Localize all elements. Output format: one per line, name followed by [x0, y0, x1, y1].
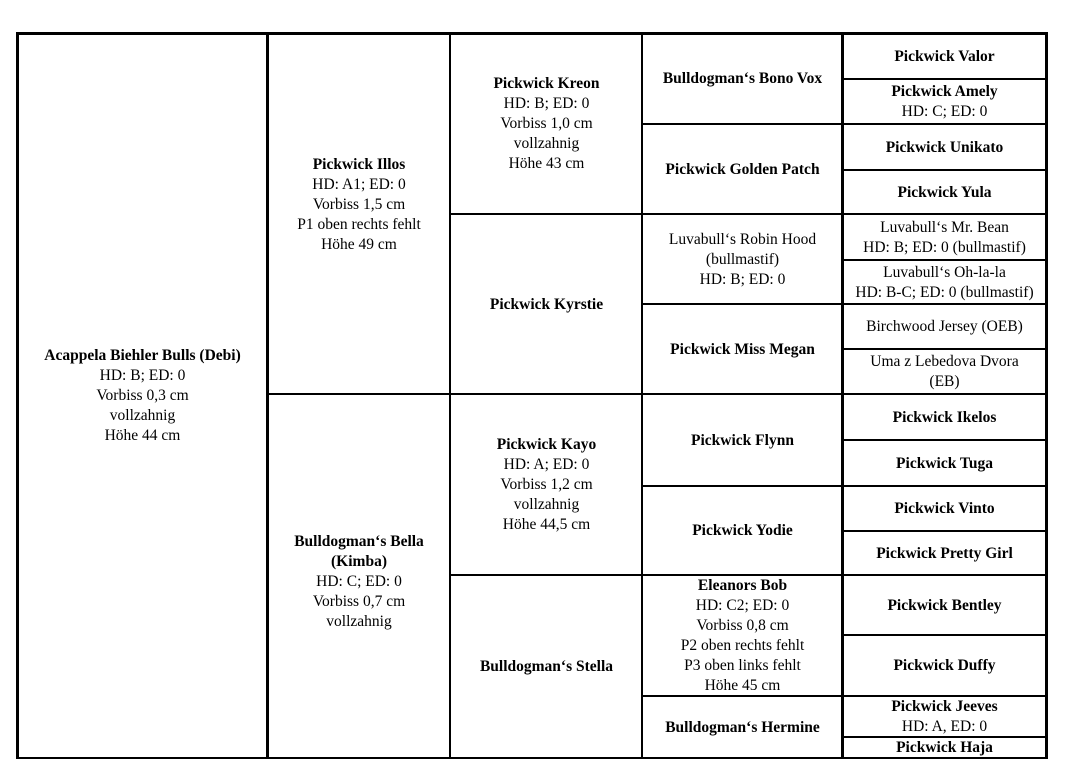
- sire-detail: HD: A1; ED: 0: [312, 176, 406, 193]
- row-divider: [841, 736, 1048, 738]
- column-divider: [641, 32, 643, 759]
- grandparent-name: Pickwick Kyrstie: [489, 295, 604, 313]
- sire-detail: P1 oben rechts fehlt: [297, 216, 421, 233]
- dog-detail: HD: B; ED: 0: [99, 367, 186, 384]
- gg-grandparent-detail: HD: B; ED: 0 (bullmastif): [863, 238, 1026, 256]
- row-divider: [449, 213, 1048, 215]
- great-grandparent-detail: P2 oben rechts fehlt: [680, 637, 805, 654]
- gg-grandparent-detail: HD: B-C; ED: 0 (bullmastif): [855, 283, 1034, 301]
- gg-grandparent-name: Pickwick Valor: [894, 47, 995, 65]
- gg-grandparent-cell: [843, 80, 1046, 124]
- dam-name: Bulldogman‘s Bella (Kimba): [294, 532, 424, 570]
- sire-cell: [268, 34, 450, 394]
- row-divider: [641, 485, 1048, 487]
- gg-grandparent-cell: [843, 487, 1046, 531]
- dam-detail: HD: C; ED: 0: [316, 572, 402, 590]
- row-divider: [449, 574, 1048, 576]
- gg-grandparent-name: Pickwick Pretty Girl: [876, 544, 1013, 562]
- table-border-right: [1045, 32, 1048, 759]
- grandparent-name: Bulldogman‘s Stella: [479, 658, 614, 675]
- great-grandparent-name: Pickwick Yodie: [692, 522, 793, 539]
- gg-grandparent-name: Birchwood Jersey (OEB): [866, 318, 1023, 335]
- grandparent-cell: [451, 215, 642, 394]
- column-divider: [841, 32, 844, 759]
- great-grandparent-cell: [643, 125, 842, 214]
- grandparent-detail: Vorbiss 1,0 cm: [500, 115, 593, 132]
- great-grandparent-cell: [643, 697, 842, 758]
- row-divider: [841, 634, 1048, 636]
- great-grandparent-detail: HD: B; ED: 0: [699, 270, 786, 288]
- row-divider: [841, 530, 1048, 532]
- great-grandparent-detail: P3 oben links fehlt: [684, 657, 801, 674]
- gg-grandparent-cell: [843, 576, 1046, 635]
- gg-grandparent-cell: [843, 215, 1046, 260]
- great-grandparent-name: Pickwick Flynn: [691, 431, 794, 449]
- grandparent-detail: HD: B; ED: 0: [503, 95, 590, 112]
- grandparent-cell: [451, 576, 642, 758]
- column-divider: [449, 32, 451, 759]
- row-divider: [841, 78, 1048, 80]
- table-border-left: [16, 32, 19, 759]
- gg-grandparent-name: Pickwick Duffy: [893, 657, 996, 674]
- row-divider: [641, 123, 1048, 125]
- gg-grandparent-detail: HD: C; ED: 0: [901, 103, 988, 120]
- great-grandparent-name: Bulldogman‘s Bono Vox: [662, 70, 823, 87]
- gg-grandparent-name: Luvabull‘s Mr. Bean: [880, 218, 1009, 236]
- grandparent-detail: vollzahnig: [513, 496, 580, 513]
- sire-detail: Vorbiss 1,5 cm: [312, 196, 406, 213]
- dam-detail: vollzahnig: [326, 612, 392, 630]
- dog-name: Acappela Biehler Bulls (Debi): [44, 347, 241, 364]
- gg-grandparent-detail: HD: A, ED: 0: [901, 718, 988, 735]
- gg-grandparent-cell: [843, 350, 1046, 394]
- grandparent-detail: vollzahnig: [513, 135, 580, 152]
- great-grandparent-cell: [643, 215, 842, 304]
- gg-grandparent-cell: [843, 697, 1046, 737]
- table-border-bottom: [16, 757, 1048, 759]
- gg-grandparent-cell: [843, 532, 1046, 575]
- grandparent-detail: Vorbiss 1,2 cm: [500, 476, 593, 493]
- great-grandparent-cell: [643, 34, 842, 124]
- gg-grandparent-cell: [843, 395, 1046, 440]
- row-divider: [841, 259, 1048, 261]
- gg-grandparent-name: Pickwick Bentley: [887, 596, 1002, 614]
- grandparent-cell: [451, 34, 642, 214]
- gg-grandparent-name: Pickwick Ikelos: [892, 408, 997, 426]
- great-grandparent-detail: HD: C2; ED: 0: [695, 597, 790, 614]
- gg-grandparent-cell: [843, 441, 1046, 486]
- gg-grandparent-cell: [843, 34, 1046, 79]
- gg-grandparent-cell: [843, 125, 1046, 170]
- sire-name: Pickwick Illos: [312, 156, 406, 173]
- column-divider: [266, 32, 269, 759]
- row-divider: [641, 303, 1048, 305]
- grandparent-cell: [451, 395, 642, 575]
- dam-cell: [268, 395, 450, 758]
- gg-grandparent-name: Pickwick Vinto: [894, 500, 995, 517]
- gg-grandparent-name: Luvabull‘s Oh-la-la: [883, 263, 1006, 281]
- grandparent-name: Pickwick Kreon: [493, 75, 600, 92]
- row-divider: [841, 348, 1048, 350]
- great-grandparent-detail: Vorbiss 0,8 cm: [696, 617, 789, 634]
- great-grandparent-cell: [643, 576, 842, 696]
- great-grandparent-cell: [643, 305, 842, 394]
- gg-grandparent-cell: [843, 738, 1046, 758]
- gg-grandparent-cell: [843, 171, 1046, 214]
- gg-grandparent-name: Uma z Lebedova Dvora (EB): [870, 353, 1019, 390]
- row-divider: [841, 169, 1048, 171]
- great-grandparent-cell: [643, 395, 842, 486]
- sire-detail: Höhe 49 cm: [321, 236, 397, 253]
- gg-grandparent-name: Pickwick Yula: [897, 183, 992, 201]
- table-border-top: [16, 32, 1048, 35]
- great-grandparent-name: Luvabull‘s Robin Hood (bullmastif): [668, 230, 817, 268]
- gg-grandparent-cell: [843, 636, 1046, 696]
- great-grandparent-name: Pickwick Golden Patch: [665, 160, 820, 178]
- gg-grandparent-name: Pickwick Unikato: [885, 138, 1004, 156]
- great-grandparent-cell: [643, 487, 842, 575]
- dog-detail: Vorbiss 0,3 cm: [96, 387, 189, 404]
- great-grandparent-name: Bulldogman‘s Hermine: [665, 718, 820, 736]
- dog-cell: [18, 34, 267, 758]
- row-divider: [841, 439, 1048, 441]
- row-divider: [266, 393, 1048, 395]
- gg-grandparent-name: Pickwick Haja: [896, 739, 993, 756]
- gg-grandparent-name: Pickwick Jeeves: [891, 698, 998, 715]
- dog-detail: Höhe 44 cm: [104, 427, 181, 444]
- great-grandparent-name: Pickwick Miss Megan: [670, 340, 815, 358]
- gg-grandparent-cell: [843, 305, 1046, 349]
- great-grandparent-name: Eleanors Bob: [697, 577, 788, 594]
- grandparent-name: Pickwick Kayo: [496, 436, 597, 453]
- grandparent-detail: Höhe 43 cm: [508, 155, 585, 172]
- row-divider: [641, 695, 1048, 697]
- dam-detail: Vorbiss 0,7 cm: [312, 592, 406, 610]
- grandparent-detail: Höhe 44,5 cm: [502, 516, 591, 533]
- dog-detail: vollzahnig: [109, 407, 176, 424]
- grandparent-detail: HD: A; ED: 0: [503, 456, 590, 473]
- great-grandparent-detail: Höhe 45 cm: [704, 677, 781, 694]
- gg-grandparent-cell: [843, 261, 1046, 304]
- gg-grandparent-name: Pickwick Amely: [891, 83, 998, 100]
- gg-grandparent-name: Pickwick Tuga: [896, 454, 993, 472]
